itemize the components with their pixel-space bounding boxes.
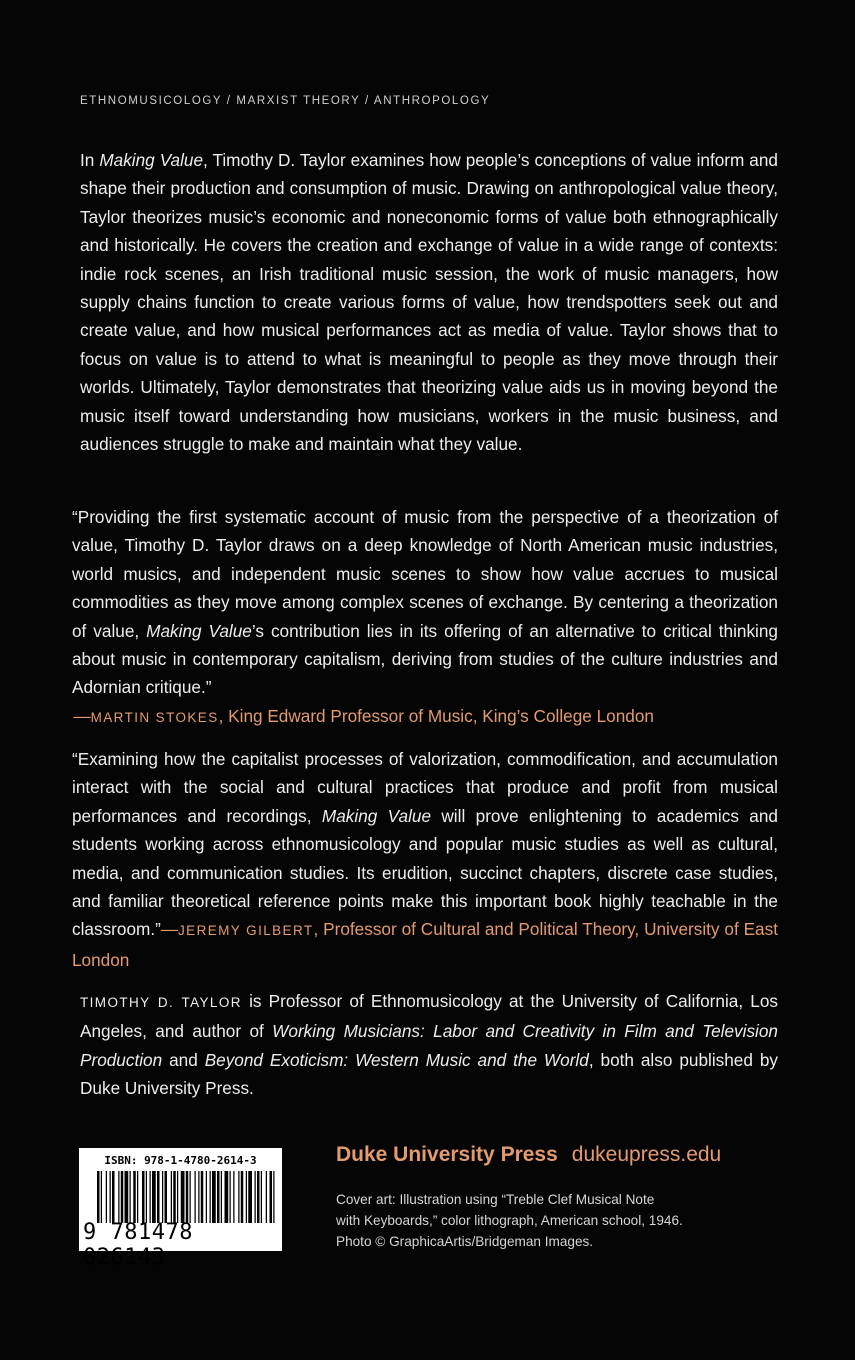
barcode-bar [101,1171,102,1223]
barcode-bar [133,1171,136,1223]
quote2-text-2: will prove enlightening to academics and students working across ethnomusicology and popular music studies as well as cultural, media, and communication studies. Its erudition, succinct chapters, discrete case studies, and familiar theoretical reference points make this important book highly teachable in the classroom.” [72,805,778,940]
barcode-bar [273,1171,274,1223]
isbn-label: ISBN: 978-1-4780-2614-3 [104,1154,257,1167]
barcode-bar [125,1171,129,1223]
quote1-attribution [72,706,654,726]
barcode-bar [238,1171,239,1223]
description-text-1: In [80,150,100,170]
barcode-bars [97,1171,277,1223]
barcode-bar [173,1171,176,1223]
barcode-bar [230,1171,231,1223]
endorsement-gilbert [72,745,778,974]
description-text-2: , Timothy D. Taylor examines how people’s conceptions of value inform and shape their production and consumption of music. Drawing on anthropological value theory, Taylor theorizes music’s economic and noneconomic forms of value both ethnographically and historically. He covers the creation and exchange of value in a wide range of contexts: indie rock scenes, an Irish traditional music session, the work of music managers, how supply chains function to create various forms of value, how trendspotters seek out and create value, and how musical performances act as media of value. Taylor shows that to focus on value is to attend to what is meaningful to people as they move through their worlds. Ultimately, Taylor demonstrates that theorizing value aids us in moving beyond the music itself toward understanding how musicians, workers in the music business, and audiences struggle to make and maintain what they value. [80,150,778,455]
barcode-bar [150,1171,151,1223]
quote2-attribution [72,919,778,969]
barcode-bar [130,1171,131,1223]
quote1-dash: — [73,705,91,726]
barcode-bar [146,1171,147,1223]
barcode-bar [198,1171,199,1223]
barcode-bar [157,1171,160,1223]
barcode-bar [201,1171,204,1223]
barcode-bar [257,1171,260,1223]
barcode-bar [225,1171,229,1223]
barcode-bar [171,1171,172,1223]
barcode-bar [152,1171,156,1223]
barcode-bar [266,1171,267,1223]
subject-categories: ETHNOMUSICOLOGY / MARXIST THEORY / ANTHROPOLOGY [80,95,491,107]
barcode-bar [195,1171,196,1223]
barcode-bar [110,1171,111,1223]
barcode-bar [255,1171,256,1223]
barcode-bar [97,1171,100,1223]
barcode-bar [221,1171,222,1223]
publisher-url: dukeupress.edu [571,1143,722,1166]
bio-text-1: is Professor of Ethnomusicology at the University of California, Los Angeles, and author of [80,991,778,1042]
author-bio [80,987,778,1103]
book-title-italic: Making Value [99,150,204,170]
barcode-bar [142,1171,145,1223]
barcode-bar [165,1171,168,1223]
quote1-text-1: “Providing the first systematic account of music from the perspective of a theorization of value, Timothy D. Taylor draws on a deep knowledge of North American music industries, world musics, and independent music scenes to show how value accrues to musical commodities as they move among complex scenes of exchange. By centering a theorization of value, [72,507,778,641]
barcode-bar [210,1171,211,1223]
endorsement-stokes [72,503,778,732]
bio-text-2: and [162,1049,205,1070]
barcode-bar [212,1171,216,1223]
barcode-bar [270,1171,273,1223]
barcode-number: 9 781478 026143 [83,1220,193,1270]
barcode-bar [137,1171,138,1223]
barcode-bar [118,1171,119,1223]
barcode-bar [186,1171,189,1223]
quote2-author-name: JEREMY GILBERT [178,923,314,939]
barcode-bar [217,1171,220,1223]
barcode-bar [206,1171,207,1223]
barcode-bar [112,1171,115,1223]
barcode-bar [162,1171,163,1223]
bio-text-3: , both also published by Duke University Press. [80,1049,778,1099]
publisher-name: Duke University Press [336,1143,558,1166]
quote1-text-2: ’s contribution lies in its offering of an alternative to critical thinking about music in contemporary capitalism, deriving from studies of the culture industries and Adornian critique.” [72,620,778,698]
book-description [80,146,778,458]
bio-book-2: Beyond Exoticism: Western Music and the World [204,1049,589,1070]
barcode-bar [106,1171,107,1223]
quote2-text-1: “Examining how the capitalist processes of valorization, commodification, and accumulation interact with the social and cultural practices that produce and profit from musical performances and recordings, [72,749,778,826]
barcode-bar [233,1171,234,1223]
quote2-book-title: Making Value [321,805,432,826]
barcode-bar [246,1171,247,1223]
quote2-affiliation: , Professor of Cultural and Political Theory, University of East London [72,919,778,970]
quote1-affiliation: , King Edward Professor of Music, King’s College London [218,705,654,726]
isbn-barcode [79,1148,282,1270]
barcode-bar [190,1171,191,1223]
barcode-bar [181,1171,185,1223]
bio-author-name: TIMOTHY D. TAYLOR [80,995,242,1010]
quote1-book-title: Making Value [146,620,252,641]
credit-line-3: Photo © GraphicaArtis/Bridgeman Images. [336,1234,594,1249]
barcode-bar [261,1171,262,1223]
credit-line-1: Cover art: Illustration using “Treble Clef Musical Note [336,1192,655,1207]
quote2-dash: — [160,919,179,940]
publisher-line [336,1143,721,1167]
credit-line-2: with Keyboards,” color lithograph, American school, 1946. [336,1213,683,1228]
barcode-bar [121,1171,124,1223]
bio-book-1: Working Musicians: Labor and Creativity in Film and Television Production [80,1021,778,1070]
barcode-bar [248,1171,252,1223]
barcode-bar [241,1171,244,1223]
quote1-author-name: MARTIN STOKES [90,709,219,725]
cover-art-credit [336,1189,776,1252]
barcode-bar [177,1171,178,1223]
